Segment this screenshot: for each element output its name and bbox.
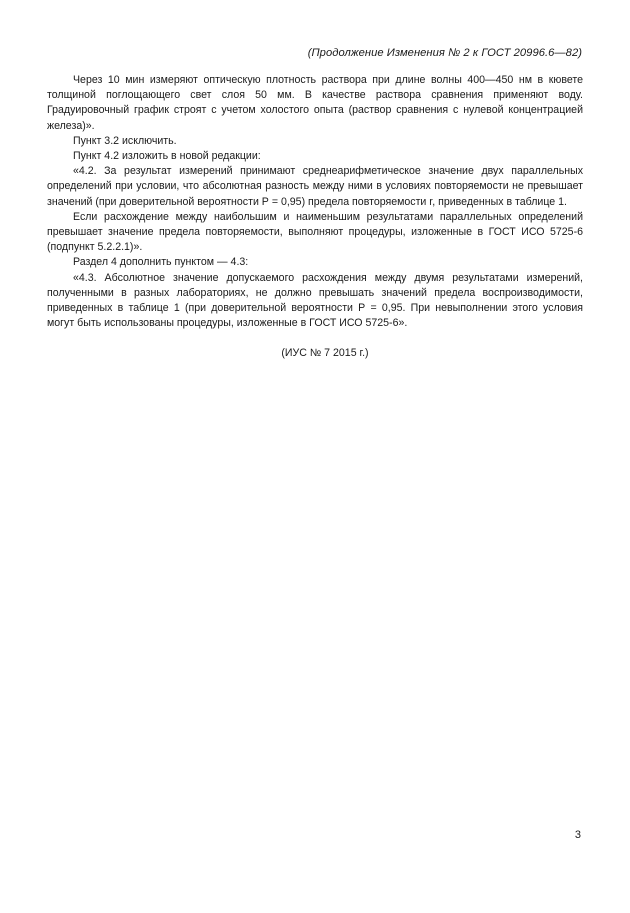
paragraph-6: Раздел 4 дополнить пунктом — 4.3: <box>73 256 249 269</box>
page-number: 3 <box>574 829 581 841</box>
paragraph-3: Пункт 4.2 изложить в новой редакции: <box>73 150 261 163</box>
paragraph-1: Через 10 мин измеряют оптическую плотность раствора при длине волны 400—450 нм в кювете толщиной поглощающего свет слоя 50 мм. В качестве раствора сравнения применяют воду. Градуировочный график строят с учетом холостого опыта (раствор сравнения с нулевой концентрацией железа)». <box>47 74 583 132</box>
paragraph-4: «4.2. За результат измерений принимают среднеарифметическое значение двух параллельных определений при условии, что абсолютная разность между ними в условиях повторяемости не превышает значений (при доверительной вероятности Р = 0,95) предела повторяемости r, приведенных в таблице 1. <box>47 165 583 208</box>
paragraph-7: «4.3. Абсолютное значение допускаемого расхождения между двумя результатами измерений, полученными в разных лабораториях, не должно превышать значений предела воспроизводимости, приведенных в таблице 1 (при доверительной вероятности Р = 0,95. При невыполнении этого условия могут быть использованы процедуры, изложенные в ГОСТ ИСО 5725-6». <box>47 271 583 330</box>
paragraph-2: Пункт 3.2 исключить. <box>73 134 177 147</box>
source-reference: (ИУС № 7 2015 г.) <box>281 347 369 360</box>
document-body <box>47 73 583 362</box>
paragraph-5: Если расхождение между наибольшим и наименьшим результатами параллельных определений превышает значение предела повторяемости, выполняют процедуры, изложенные в ГОСТ ИСО 5725-6 (подпункт 5.2.2.1)». <box>47 210 583 254</box>
document-header: (Продолжение Изменения № 2 к ГОСТ 20996.6—82) <box>307 47 582 59</box>
